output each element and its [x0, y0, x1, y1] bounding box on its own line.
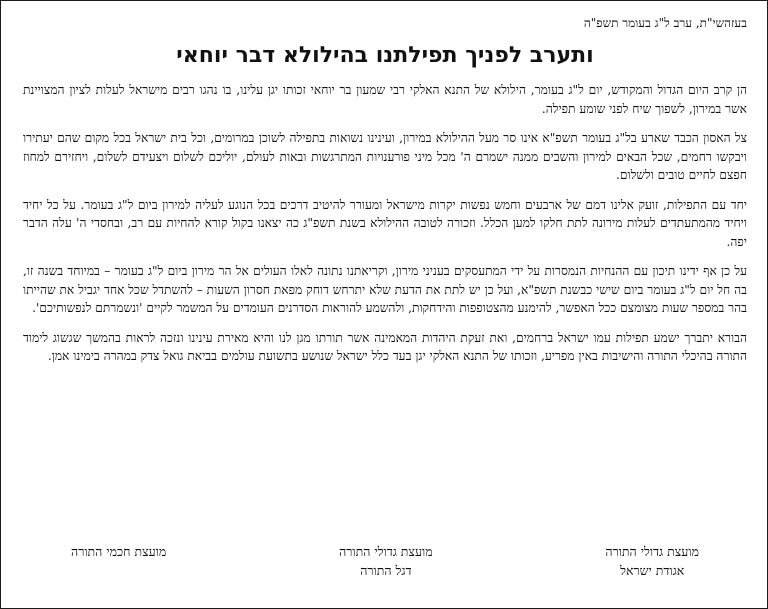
paragraph-5: הבורא יתברך ישמע תפילות עמו ישראל ברחמים, ואת זעקת היהדות המאמינה אשר תורתו מגן לנו והיא מאירת עינינו ונזכה לראות בהמשך שגשוג לימוד התורה בהיכלי התורה והישיבות באין מפריע, וזכותו של התנא האלקי יגן בעד כלל ישראל שנושע בתשועת עולמים בביאת גואל צדק במהרה בימינו אמן. — [23, 330, 747, 363]
paragraph-3: יחד עם התפילות, זועק אלינו דמם של ארבעים וחמש נפשות יקרות מישראל ומעורר להיטיב דרכים בכל הנוגע לעליה למירון ביום ל"ג בעומר. על כל יחיד ויחיד מהמתעתדים לעלות מירונה לתת חלקו למען הכלל. וזכורה לטובה ההילולא בשנת תשפ"ג כה יצאנו בקול קורא להחיות עם רב, ובחסדי ה' עלה הדבר יפה. — [23, 197, 747, 249]
signature-council-name: מועצת חכמי התורה — [71, 544, 167, 559]
page-title: ותערב לפניך תפילתנו בהילולא דבר יוחאי — [176, 43, 594, 68]
paragraph-1: הן קרב היום הגדול והמקודש, יום ל"ג בעומר, הילולא של התנא האלקי רבי שמעון בר יוחאי זכותו יגן עלינו, בו נהגו רבים מישראל לעלות לציון המצויינת אשר במירון, לשפוך שיח לפני שומע תפילה. — [23, 83, 747, 116]
signature-council-name: מועצת גדולי התורה — [605, 544, 699, 559]
paragraph-4: על כן אף ידינו תיכון עם ההנחיות הנמסרות על ידי המתעסקים בעניני מירון, וקריאתנו נתונה לאלו העולים אל הר מירון ביום ל"ג בעומר – במיוחד בשנה זו, בה חל יום ל"ג בעומר ביום שישי כבשנת תשפ"א, ועל כן יש לתת את הדעת שלא יתרחש דוחק מפאת חסרון השעות – להשתדל שכל אחד יגביל את שהייתו בהר במספר שעות מצומצם ככל האפשר, להימנע מהצטופפות והידחקות, ולהשמע להוראות הסדרנים העומדים על המשמר לקיים 'ונשמרתם לנפשותיכם'. — [23, 264, 747, 315]
proclamation-body — [23, 15, 747, 377]
signature-block — [23, 542, 747, 580]
signature-degel-hatorah — [339, 542, 433, 580]
signature-party-name: אגודת ישראל — [620, 563, 685, 578]
signature-party-name: דגל התורה — [360, 563, 412, 578]
paragraph-2: צל האסון הכבד שארע בל"ג בעומר תשפ"א אינו סר מעל ההילולא במירון, ועינינו נשואות בתפילה לשוכן במרומים, וכל בית ישראל בכל מקום שהם יעתירו ויבקשו רחמים, שכל הבאים למירון והשבים ממנה ישמרם ה' מכל מיני פורענויות המתרגשות ובאות לעולם, יוליכם לשלום ויצעידם לשלום, ויחזירם למחוז חפצם לחיים טובים ולשלום. — [23, 131, 747, 182]
signature-agudat-israel — [605, 542, 699, 580]
signature-chachmei-hatorah — [71, 542, 166, 580]
signature-council-name: מועצת גדולי התורה — [339, 544, 433, 559]
dateline: בעזהשי"ת, ערב ל"ג בעומר תשפ"ה — [583, 16, 747, 30]
